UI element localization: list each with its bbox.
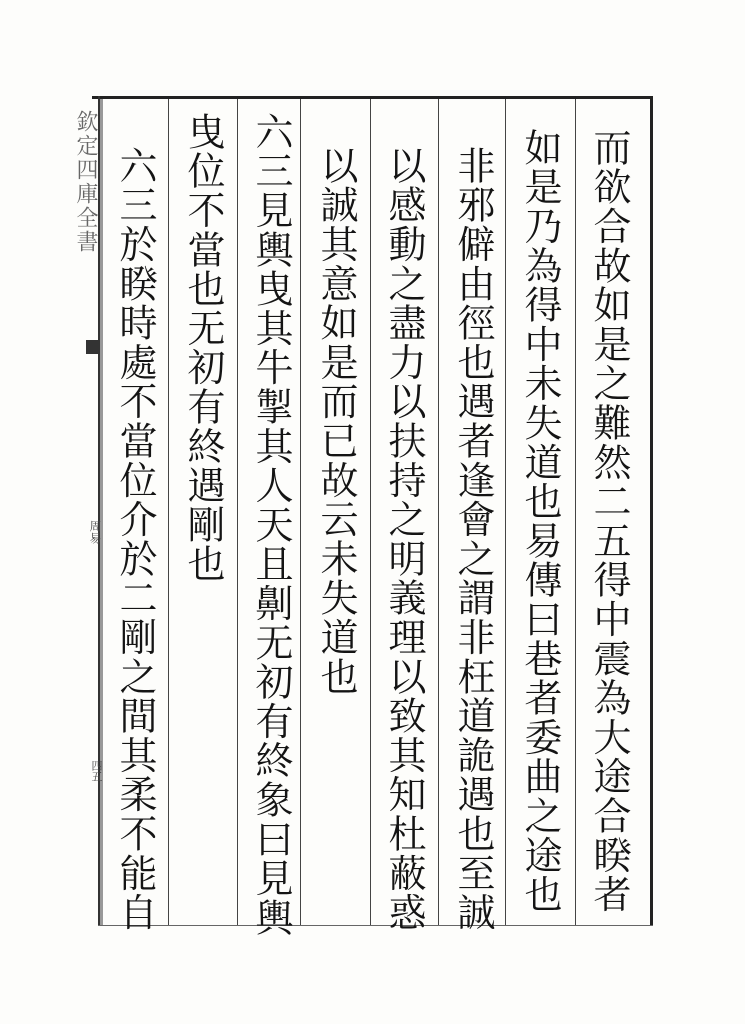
frame-top-border: [92, 96, 652, 99]
frame-bottom-border: [98, 925, 653, 926]
margin-strip: [100, 99, 103, 925]
text-column-7: 曳位不當也无初有終遇剛也: [181, 112, 225, 584]
column-rule: [575, 99, 576, 925]
column-rule: [370, 99, 371, 925]
text-column-1: 而欲合故如是之難然二五得中震為大途合睽者: [587, 128, 631, 914]
column-rule: [168, 99, 169, 925]
column-rule: [438, 99, 439, 925]
column-rule: [505, 99, 506, 925]
text-column-6: 六三見輿曳其牛掣其人天且劓无初有終象曰見輿: [249, 112, 293, 938]
margin-book-title: 周易: [88, 520, 102, 544]
text-column-5: 以誠其意如是而已故云未失道也: [314, 146, 358, 697]
margin-page-number: 四五: [90, 760, 103, 782]
margin-decor-text: 欽定四庫全書: [73, 110, 98, 254]
frame-right-border: [650, 96, 653, 926]
text-column-2: 如是乃為得中未失道也易傳曰巷者委曲之途也: [518, 128, 562, 914]
text-column-4: 以感動之盡力以扶持之明義理以致其知杜蔽惑: [382, 146, 426, 932]
text-column-8: 六三於睽時處不當位介於二剛之間其柔不能自: [113, 146, 157, 932]
column-rule: [300, 99, 301, 925]
text-column-3: 非邪僻由徑也遇者逢會之謂非枉道詭遇也至誠: [451, 146, 495, 932]
column-rule: [237, 99, 238, 925]
fish-tail-mark: [86, 340, 100, 354]
